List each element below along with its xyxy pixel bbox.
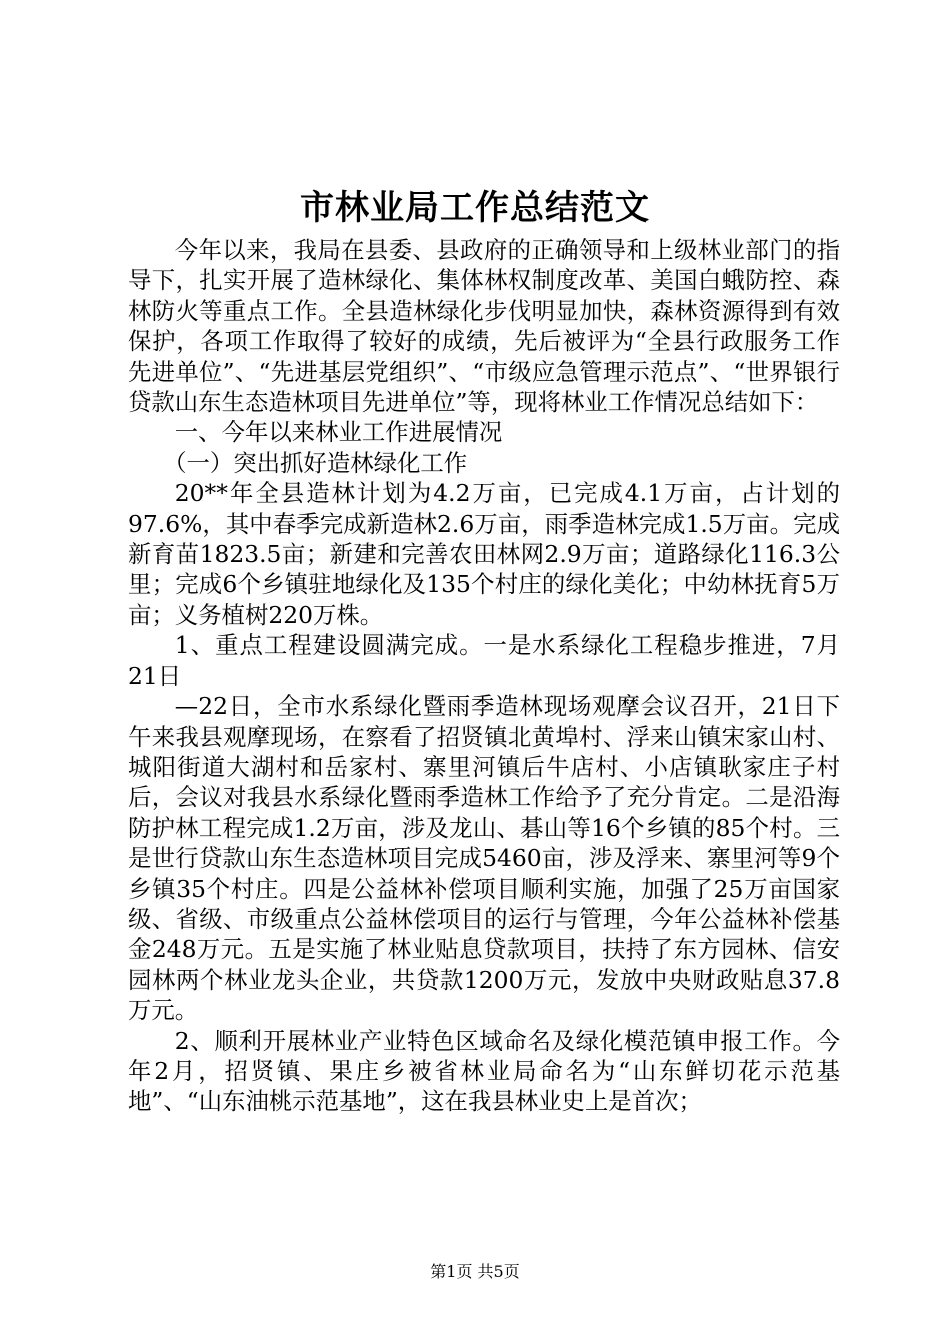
subsection-heading: （一）突出抓好造林绿化工作 bbox=[163, 448, 468, 477]
paragraph-key-projects: 1、重点工程建设圆满完成。一是水系绿化工程稳步推进，7月21日 bbox=[128, 631, 840, 690]
paragraph-key-projects-cont: —22日，全市水系绿化暨雨季造林现场观摩会议召开，21日下午来我县观摩现场，在察看了招贤镇北黄埠村、浮来山镇宋家山村、城阳街道大湖村和岳家村、寨里河镇后牛店村、小店镇耿家庄子村后，会议对我县水系绿化暨雨季造林工作给予了充分肯定。二是沿海防护林工程完成1.2万亩，涉及龙山、碁山等16个乡镇的85个村。三是世行贷款山东生态造林项目完成5460亩，涉及浮来、寨里河等9个乡镇35个村庄。四是公益林补偿项目顺利实施，加强了25万亩国家级、省级、市级重点公益林偿项目的运行与管理，今年公益林补偿基金248万元。五是实施了林业贴息贷款项目，扶持了东方园林、信安园林两个林业龙头企业，共贷款1200万元，发放中央财政贴息37.8万元。 bbox=[128, 692, 840, 1025]
paragraph-industry: 2、顺利开展林业产业特色区域命名及绿化模范镇申报工作。今年2月，招贤镇、果庄乡被省林业局命名为“山东鲜切花示范基地”、“山东油桃示范基地”，这在我县林业史上是首次； bbox=[128, 1026, 840, 1116]
section-heading: 一、今年以来林业工作进展情况 bbox=[174, 418, 503, 447]
document-body bbox=[128, 235, 840, 1117]
paragraph-afforestation: 20**年全县造林计划为4.2万亩，已完成4.1万亩，占计划的97.6%，其中春季完成新造林2.6万亩，雨季造林完成1.5万亩。完成新育苗1823.5亩；新建和完善农田林网2.9万亩；道路绿化116.3公里；完成6个乡镇驻地绿化及135个村庄的绿化美化；中幼林抚育5万亩；义务植树220万株。 bbox=[128, 479, 840, 629]
page-footer: 第1页 共5页 bbox=[430, 1262, 520, 1281]
paragraph-intro: 今年以来，我局在县委、县政府的正确领导和上级林业部门的指导下，扎实开展了造林绿化、集体林权制度改革、美国白蛾防控、森林防火等重点工作。全县造林绿化步伐明显加快，森林资源得到有效保护，各项工作取得了较好的成绩，先后被评为“全县行政服务工作先进单位”、“先进基层党组织”、“市级应急管理示范点”、“世界银行贷款山东生态造林项目先进单位”等，现将林业工作情况总结如下： bbox=[128, 236, 840, 417]
document-title: 市林业局工作总结范文 bbox=[300, 188, 650, 228]
